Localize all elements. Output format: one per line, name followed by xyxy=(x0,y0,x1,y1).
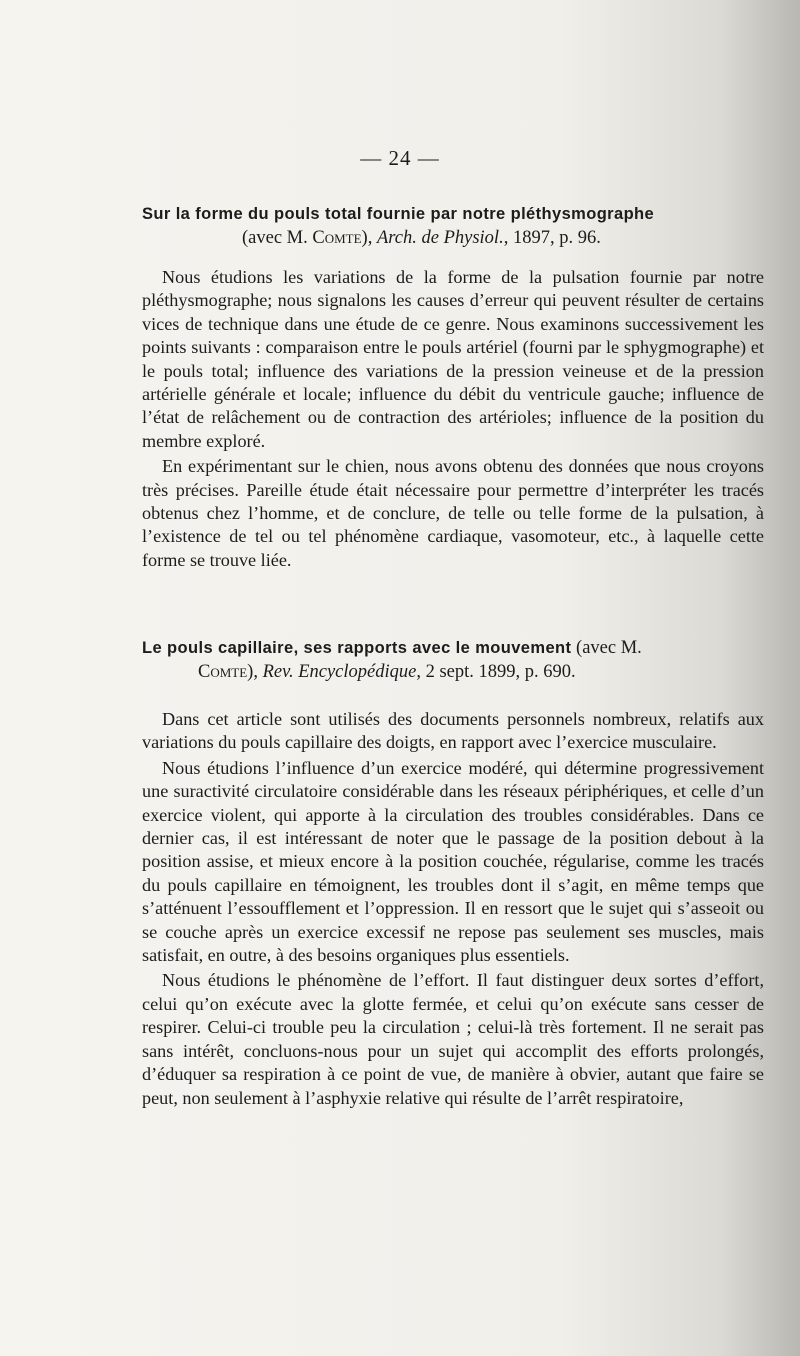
paragraph: Nous étudions l’influence d’un exercice modéré, qui détermine progressivement une suractivité circulatoire considérable dans les réseaux périphériques, et celle d’un exercice violent, qui apporte à la circulation des troubles considérables. Dans ce dernier cas, il est intéressant de noter que le passage de la position debout à la position assise, et mieux encore à la position couchée, régularise, comme les tracés du pouls capillaire en témoignent, les troubles dont il s’agit, en même temps que s’atténuent l’essoufflement et l’oppression. Il en ressort que le sujet qui s’asseoit ou se couche après un exercice excessif ne repose pas seulement ses muscles, mais satisfait, en outre, à des besoins organiques plus essentiels. xyxy=(142,757,764,966)
section-2-authors-suffix: ), xyxy=(247,662,263,682)
section-1-citation: , 1897, p. 96. xyxy=(503,228,601,248)
section-1-body xyxy=(142,266,764,572)
section-2-body xyxy=(142,708,764,1110)
section-2-title: Le pouls capillaire, ses rapports avec le mouvement xyxy=(142,639,572,657)
section-1-authors-prefix: (avec M. xyxy=(242,228,313,248)
paragraph: Dans cet article sont utilisés des documents personnels nombreux, relatifs aux variations du pouls capillaire des doigts, en rapport avec l’exercice musculaire. xyxy=(142,709,764,753)
section-1-author: Comte xyxy=(312,228,362,248)
paragraph: Nous étudions le phénomène de l’effort. Il faut distinguer deux sortes d’effort, celui qu’on exécute avec la glotte fermée, et celui qu’on exécute sans cesser de respirer. Celui-ci trouble peu la circulation ; celui-là très fortement. Il ne serait pas sans intérêt, concluons-nous pour un sujet qui accomplit des efforts prolongés, d’éduquer sa respiration à ce point de vue, de manière à obvier, autant que faire se peut, non seulement à l’asphyxie relative qui résulte de l’arrêt respiratoire, xyxy=(142,970,764,1108)
paragraph: En expérimentant sur le chien, nous avons obtenu des données que nous croyons très précises. Pareille étude était nécessaire pour permettre d’interpréter les tracés obtenus chez l’homme, et de conclure, de telle ou telle forme de la pulsation, à l’existence de tel ou tel phénomène cardiaque, vasomoteur, etc., à laquelle cette forme se trouve liée. xyxy=(142,456,764,570)
section-2-journal: Rev. Encyclopédique xyxy=(262,662,417,682)
section-2-authors-prefix: (avec M. xyxy=(576,638,642,658)
paragraph: Nous étudions les variations de la forme de la pulsation fournie par notre pléthysmographe; nous signalons les causes d’erreur qui peuvent résulter de certains vices de technique dans une étude de ce genre. Nous examinons successivement les points suivants : comparaison entre le pouls artériel (fourni par le sphygmographe) et le pouls total; influence des variations de la pression veineuse et de la pression artérielle générale et locale; influence du débit du ventricule gauche; influence de l’état de relâchement ou de contraction des artérioles; influence de la position du membre exploré. xyxy=(142,267,764,451)
page-number: — 24 — xyxy=(360,146,440,170)
section-1-journal: Arch. de Physiol. xyxy=(376,228,504,248)
section-1-title: Sur la forme du pouls total fournie par notre pléthysmographe xyxy=(142,205,655,223)
section-2-author: Comte xyxy=(198,662,248,682)
section-2-heading xyxy=(142,636,764,684)
section-2-citation: , 2 sept. 1899, p. 690. xyxy=(416,662,576,682)
section-1-heading xyxy=(142,202,764,250)
section-1-authors-suffix: ), xyxy=(361,228,377,248)
